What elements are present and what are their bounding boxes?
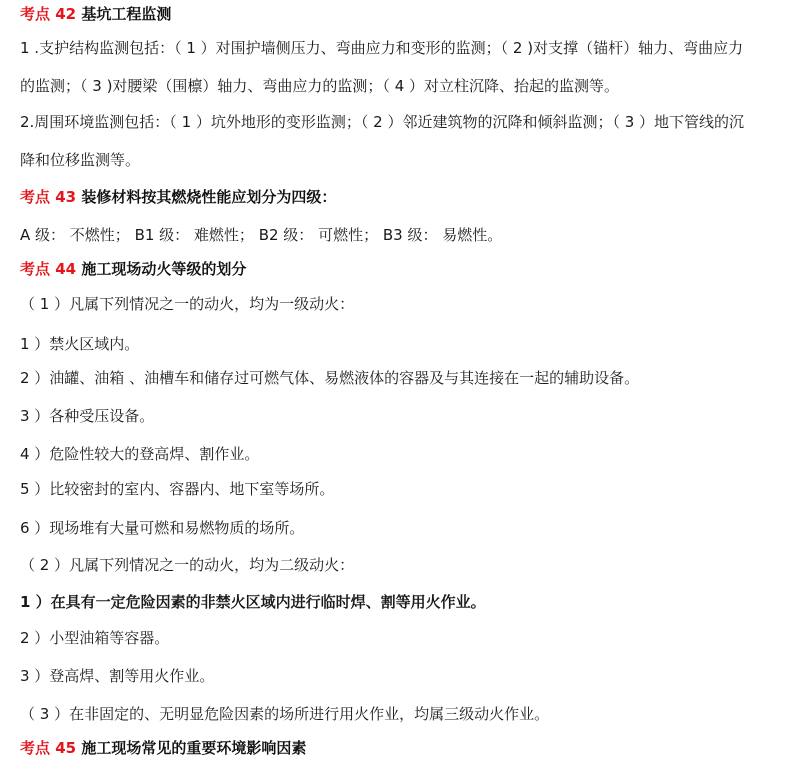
section-label: 考点 44: [20, 260, 77, 278]
section-label: 考点 42: [20, 5, 77, 23]
section-label: 考点 45: [20, 739, 77, 757]
list-item: 5 ）比较密封的室内、容器内、地下室等场所。: [20, 480, 335, 498]
list-item: 4 ）危险性较大的登高焊、割作业。: [20, 445, 260, 463]
paragraph-line: A 级： 不燃性； B1 级： 难燃性； B2 级： 可燃性； B3 级： 易燃性。: [20, 226, 503, 244]
paragraph-line: 1 .支护结构监测包括：（ 1 ）对围护墙侧压力、弯曲应力和变形的监测；（ 2 )对支撑（锚杆）轴力、弯曲应力: [20, 39, 744, 57]
list-item: 2 ）小型油箱等容器。: [20, 629, 170, 647]
list-item: 3 ）登高焊、割等用火作业。: [20, 667, 215, 685]
list-intro: （ 3 ）在非固定的、无明显危险因素的场所进行用火作业，均属三级动火作业。: [20, 705, 550, 723]
section-title: 施工现场常见的重要环境影响因素: [81, 739, 307, 757]
section-heading-45: [20, 738, 306, 758]
paragraph-line: 的监测；（ 3 )对腰梁（围檩）轴力、弯曲应力的监测；（ 4 ）对立柱沉降、抬起的监测等。: [20, 77, 620, 95]
section-heading-42: [20, 4, 171, 24]
section-heading-44: [20, 259, 246, 279]
section-label: 考点 43: [20, 188, 77, 206]
list-item: 1 ）禁火区域内。: [20, 335, 140, 353]
list-intro: （ 2 ）凡属下列情况之一的动火，均为二级动火：: [20, 556, 355, 574]
section-heading-43: [20, 187, 336, 207]
list-item: 6 ）现场堆有大量可燃和易燃物质的场所。: [20, 519, 305, 537]
list-item-emphasized: 1 ）在具有一定危险因素的非禁火区域内进行临时焊、割等用火作业。: [20, 593, 486, 611]
list-intro: （ 1 ）凡属下列情况之一的动火，均为一级动火：: [20, 295, 355, 313]
section-title: 装修材料按其燃烧性能应划分为四级：: [81, 188, 337, 206]
list-item: 2 ）油罐、油箱 、油槽车和储存过可燃气体、易燃液体的容器及与其连接在一起的辅助设备。: [20, 369, 640, 387]
section-title: 基坑工程监测: [81, 5, 172, 23]
list-item: 3 ）各种受压设备。: [20, 407, 155, 425]
paragraph-line: 降和位移监测等。: [20, 151, 141, 169]
paragraph-line: 2.周围环境监测包括：（ 1 ）坑外地形的变形监测；（ 2 ）邻近建筑物的沉降和倾斜监测；（ 3 ）地下管线的沉: [20, 113, 745, 131]
section-title: 施工现场动火等级的划分: [81, 260, 247, 278]
